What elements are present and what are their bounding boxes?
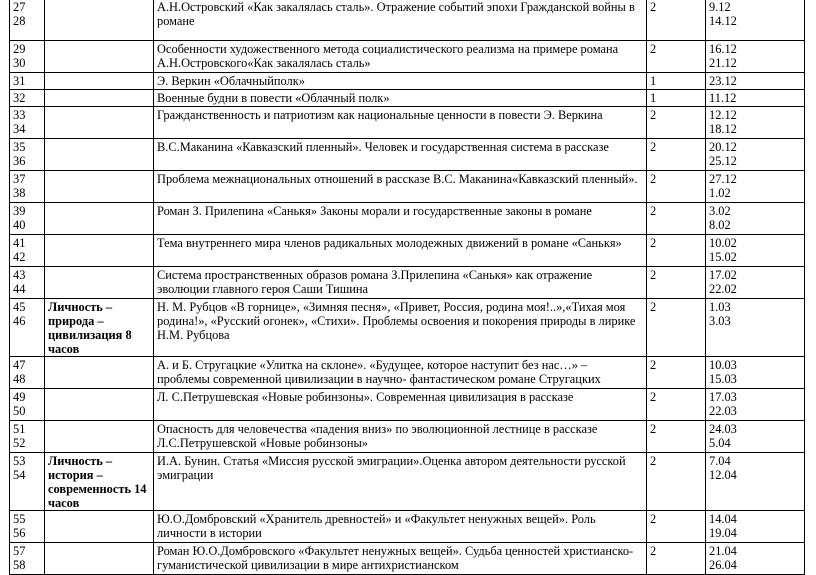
lesson-topic-cell: Роман Ю.О.Домбровского «Факультет ненужных вещей». Судьба ценностей христианско-гуманистической цивилизации в мире антихристианском	[154, 543, 647, 575]
dates-cell	[706, 203, 805, 235]
lesson-number: 52	[13, 436, 26, 450]
section-title-cell	[45, 357, 154, 389]
hours-cell: 2	[647, 203, 706, 235]
hours-cell: 2	[647, 41, 706, 73]
lesson-topic-cell: Военные будни в повести «Облачный полк»	[154, 90, 647, 107]
lesson-number: 50	[13, 404, 26, 418]
table-row	[10, 357, 805, 389]
lesson-number: 57	[13, 544, 26, 558]
hours-cell: 2	[647, 235, 706, 267]
dates-cell	[706, 543, 805, 575]
section-title-cell	[45, 90, 154, 107]
dates-cell	[706, 389, 805, 421]
lesson-date: 21.12	[709, 56, 737, 70]
lesson-number-cell	[10, 90, 45, 107]
hours-cell: 2	[647, 107, 706, 139]
lesson-number-cell	[10, 139, 45, 171]
lesson-number-cell	[10, 267, 45, 299]
dates-cell	[706, 299, 805, 357]
hours-cell: 2	[647, 171, 706, 203]
dates-cell	[706, 453, 805, 511]
table-row	[10, 90, 805, 107]
lesson-topic-cell: А.Н.Островский «Как закалялась сталь». Отражение событий эпохи Гражданской войны в романе	[154, 0, 647, 41]
lesson-number: 32	[13, 91, 26, 105]
dates-cell	[706, 235, 805, 267]
table-row	[10, 203, 805, 235]
lesson-date: 10.02	[709, 236, 737, 250]
lesson-number-cell	[10, 171, 45, 203]
lesson-number: 58	[13, 558, 26, 572]
dates-cell	[706, 171, 805, 203]
lesson-date: 14.04	[709, 512, 737, 526]
lesson-date: 20.12	[709, 140, 737, 154]
hours-cell: 2	[647, 543, 706, 575]
lesson-topic-cell: В.С.Маканина «Кавказский пленный». Человек и государственная система в рассказе	[154, 139, 647, 171]
lesson-number: 56	[13, 526, 26, 540]
lesson-number-cell	[10, 453, 45, 511]
dates-cell	[706, 511, 805, 543]
section-title-cell: Личность – природа – цивилизация 8 часов	[45, 299, 154, 357]
lesson-date: 3.02	[709, 204, 731, 218]
lesson-number: 54	[13, 468, 26, 482]
lesson-date: 22.03	[709, 404, 737, 418]
lesson-number-cell	[10, 357, 45, 389]
table-row	[10, 389, 805, 421]
dates-cell	[706, 267, 805, 299]
dates-cell	[706, 41, 805, 73]
hours-cell: 2	[647, 267, 706, 299]
lesson-date: 10.03	[709, 358, 737, 372]
lesson-number: 37	[13, 172, 26, 186]
section-title-cell	[45, 389, 154, 421]
table-row	[10, 139, 805, 171]
lesson-topic-cell: Э. Веркин «Облачныйполк»	[154, 73, 647, 90]
lesson-date: 27.12	[709, 172, 737, 186]
table-row	[10, 235, 805, 267]
hours-cell: 2	[647, 299, 706, 357]
lesson-number-cell	[10, 0, 45, 41]
lesson-number: 47	[13, 358, 26, 372]
lesson-topic-cell: Опасность для человечества «падения вниз» по эволюционной лестнице в рассказе Л.С.Петрушевской «Новые робинзоны»	[154, 421, 647, 453]
section-title-cell: Личность – история – современность 14 часов	[45, 453, 154, 511]
lesson-topic-cell: Гражданственность и патриотизм как национальные ценности в повести Э. Веркина	[154, 107, 647, 139]
lesson-topic-cell: Роман З. Прилепина «Санькя» Законы морали и государственные законы в романе	[154, 203, 647, 235]
hours-cell: 2	[647, 511, 706, 543]
lesson-date: 14.12	[709, 14, 737, 28]
lesson-date: 26.04	[709, 558, 737, 572]
lesson-number: 46	[13, 314, 26, 328]
hours-cell: 2	[647, 389, 706, 421]
lesson-date: 8.02	[709, 218, 731, 232]
dates-cell	[706, 107, 805, 139]
lesson-number-cell	[10, 299, 45, 357]
lesson-number: 42	[13, 250, 26, 264]
lesson-date: 17.03	[709, 390, 737, 404]
lesson-number: 38	[13, 186, 26, 200]
lesson-number: 27	[13, 0, 26, 14]
section-title-cell	[45, 41, 154, 73]
dates-cell	[706, 90, 805, 107]
section-title-cell	[45, 235, 154, 267]
section-title-cell	[45, 139, 154, 171]
lesson-date: 9.12	[709, 0, 731, 14]
lesson-number: 41	[13, 236, 26, 250]
lesson-number-cell	[10, 543, 45, 575]
lesson-date: 12.12	[709, 108, 737, 122]
lesson-date: 3.03	[709, 314, 731, 328]
table-row	[10, 511, 805, 543]
lesson-topic-cell: Н. М. Рубцов «В горнице», «Зимняя песня», «Привет, Россия, родина моя!..»,«Тихая моя родина!», «Русский огонек», «Стихи». Проблемы освоения и покорения природы в лирике Н.М. Рубцова	[154, 299, 647, 357]
lesson-date: 21.04	[709, 544, 737, 558]
lesson-number-cell	[10, 41, 45, 73]
hours-cell: 2	[647, 421, 706, 453]
lesson-number: 45	[13, 300, 26, 314]
lesson-number-cell	[10, 389, 45, 421]
dates-cell	[706, 357, 805, 389]
lesson-number: 40	[13, 218, 26, 232]
lesson-date: 23.12	[709, 74, 737, 88]
table-row	[10, 543, 805, 575]
section-title-cell	[45, 0, 154, 41]
section-title-cell	[45, 171, 154, 203]
lesson-number: 30	[13, 56, 26, 70]
lesson-number-cell	[10, 107, 45, 139]
lesson-number: 51	[13, 422, 26, 436]
table-row	[10, 421, 805, 453]
section-title-cell	[45, 511, 154, 543]
table-row	[10, 73, 805, 90]
lesson-date: 18.12	[709, 122, 737, 136]
section-title-cell	[45, 73, 154, 90]
lesson-topic-cell: А. и Б. Стругацкие «Улитка на склоне». «Будущее, которое наступит без нас…» – проблемы современной цивилизации в научно- фантастическом романе Стругацких	[154, 357, 647, 389]
lesson-date: 1.02	[709, 186, 731, 200]
lesson-date: 1.03	[709, 300, 731, 314]
lesson-topic-cell: И.А. Бунин. Статья «Миссия русской эмиграции».Оценка автором деятельности русской эмиграции	[154, 453, 647, 511]
section-title-cell	[45, 107, 154, 139]
lesson-number: 36	[13, 154, 26, 168]
lesson-date: 19.04	[709, 526, 737, 540]
lesson-number: 34	[13, 122, 26, 136]
table-row	[10, 267, 805, 299]
section-title-cell	[45, 267, 154, 299]
table-row	[10, 171, 805, 203]
lesson-number-cell	[10, 421, 45, 453]
lesson-plan-table	[9, 0, 805, 575]
section-title-cell	[45, 421, 154, 453]
lesson-number-cell	[10, 73, 45, 90]
lesson-number: 53	[13, 454, 26, 468]
lesson-number: 31	[13, 74, 26, 88]
table-row	[10, 107, 805, 139]
lesson-date: 15.02	[709, 250, 737, 264]
lesson-number: 48	[13, 372, 26, 386]
lesson-date: 22.02	[709, 282, 737, 296]
section-title-cell	[45, 543, 154, 575]
lesson-topic-cell: Система пространственных образов романа З.Прилепина «Санькя» как отражение эволюции главного героя Саши Тишина	[154, 267, 647, 299]
lesson-number: 43	[13, 268, 26, 282]
lesson-date: 24.03	[709, 422, 737, 436]
lesson-number-cell	[10, 203, 45, 235]
hours-cell: 1	[647, 90, 706, 107]
hours-cell: 2	[647, 0, 706, 41]
lesson-date: 16.12	[709, 42, 737, 56]
table-row	[10, 0, 805, 41]
lesson-topic-cell: Проблема межнациональных отношений в рассказе В.С. Маканина«Кавказский пленный».	[154, 171, 647, 203]
lesson-topic-cell: Тема внутреннего мира членов радикальных молодежных движений в романе «Санькя»	[154, 235, 647, 267]
dates-cell	[706, 0, 805, 41]
lesson-plan-body	[10, 0, 805, 575]
lesson-date: 11.12	[709, 91, 737, 105]
lesson-number-cell	[10, 511, 45, 543]
lesson-number: 55	[13, 512, 26, 526]
lesson-number: 44	[13, 282, 26, 296]
lesson-number-cell	[10, 235, 45, 267]
lesson-date: 17.02	[709, 268, 737, 282]
dates-cell	[706, 421, 805, 453]
hours-cell: 2	[647, 357, 706, 389]
lesson-date: 25.12	[709, 154, 737, 168]
lesson-topic-cell: Особенности художественного метода социалистического реализма на примере романа А.Н.Островского«Как закалялась сталь»	[154, 41, 647, 73]
lesson-number: 49	[13, 390, 26, 404]
lesson-number: 35	[13, 140, 26, 154]
lesson-topic-cell: Л. С.Петрушевская «Новые робинзоны». Современная цивилизация в рассказе	[154, 389, 647, 421]
lesson-date: 15.03	[709, 372, 737, 386]
lesson-number: 39	[13, 204, 26, 218]
lesson-topic-cell: Ю.О.Домбровский «Хранитель древностей» и «Факультет ненужных вещей». Роль личности в истории	[154, 511, 647, 543]
lesson-date: 7.04	[709, 454, 731, 468]
hours-cell: 2	[647, 453, 706, 511]
lesson-number: 28	[13, 14, 26, 28]
section-title-cell	[45, 203, 154, 235]
lesson-number: 29	[13, 42, 26, 56]
dates-cell	[706, 73, 805, 90]
table-row	[10, 299, 805, 357]
table-row	[10, 453, 805, 511]
lesson-number: 33	[13, 108, 26, 122]
hours-cell: 2	[647, 139, 706, 171]
lesson-date: 5.04	[709, 436, 731, 450]
dates-cell	[706, 139, 805, 171]
table-row	[10, 41, 805, 73]
lesson-date: 12.04	[709, 468, 737, 482]
hours-cell: 1	[647, 73, 706, 90]
